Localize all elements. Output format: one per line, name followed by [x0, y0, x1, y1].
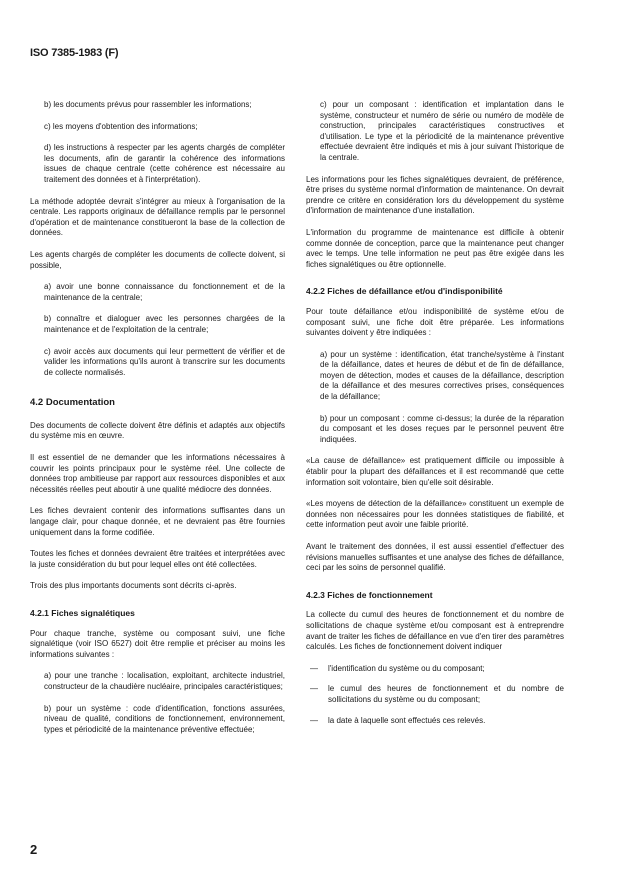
paragraph: Il est essentiel de ne demander que les informations nécessaires à couvrir les points principaux pour le système réel. Une collecte de données trop ambitieuse par rapport aux ressources disponibles et aux nécessités réelles peut aboutir à une qualité médiocre des données.: [30, 453, 285, 494]
paragraph: La méthode adoptée devrait s'intégrer au mieux à l'organisation de la centrale. Les rapports originaux de défaillance remplis par le personnel d'opération et de maintenance constitueront la base de la collection de données.: [30, 196, 285, 238]
list-item: d) les instructions à respecter par les agents chargés de compléter les documents, afin de garantir la cohérence des informations issues de chaque centrale (cette cohérence est nécessaire au traitement des données et à l'interprétation).: [44, 143, 285, 184]
dash-item-text: la date à laquelle sont effectués ces relevés.: [328, 715, 486, 725]
list-item: a) avoir une bonne connaissance du fonctionnement et de la maintenance de la centrale;: [44, 282, 285, 302]
list-item: a) pour une tranche : localisation, exploitant, architecte industriel, constructeur de la chaudière nucléaire, principales caractéristiques;: [44, 671, 285, 691]
list-item: b) pour un système : code d'identification, fonctions assurées, niveau de qualité, conditions de fonctionnement, environnement, types et périodicité de la maintenance préventive effectuée;: [44, 703, 285, 734]
dash-item-text: l'identification du système ou du composant;: [328, 663, 485, 673]
right-column: [306, 100, 564, 736]
list-item: a) pour un système : identification, état tranche/système à l'instant de la défaillance, dates et heures de début et de fin de défaillance, moyen de détection, modes et causes de la défaillance, description de la défaillance et des mesures correctives prises, conséquences de la défaillance;: [320, 349, 564, 402]
paragraph: Pour toute défaillance et/ou indisponibilité de système et/ou de composant suivi, une fiche doit être préparée. Les informations suivantes doivent y être indiquées :: [306, 306, 564, 338]
dash-mark: —: [310, 663, 318, 673]
paragraph: Toutes les fiches et données devraient être traitées et interprétées avec la juste considération du but pour lequel elles ont été collectées.: [30, 549, 285, 569]
section-heading-4-2-2: 4.2.2 Fiches de défaillance et/ou d'indisponibilité: [306, 286, 503, 297]
list-item: b) les documents prévus pour rassembler les informations;: [44, 100, 252, 109]
section-heading-4-2: 4.2 Documentation: [30, 397, 115, 409]
paragraph: Les agents chargés de compléter les documents de collecte doivent, si possible,: [30, 249, 285, 270]
dash-list-item: [306, 716, 564, 727]
page-number: 2: [30, 842, 38, 857]
dash-item-text: le cumul des heures de fonctionnement et du nombre de sollicitations du système ou du composant;: [328, 684, 564, 704]
list-item: c) avoir accès aux documents qui leur permettent de vérifier et de valider les informations qu'ils auront à transcrire sur les documents de collecte normalisés.: [44, 346, 285, 377]
dash-mark: —: [310, 684, 318, 694]
paragraph: Les informations pour les fiches signalétiques devraient, de préférence, être prises du système normal d'information de maintenance. On devrait prendre ce critère en considération lors du développement du système d'information de maintenance d'une installation.: [306, 174, 564, 216]
paragraph: Pour chaque tranche, système ou composant suivi, une fiche signalétique (voir ISO 6527) doit être remplie et préciser au moins les informations suivantes :: [30, 628, 285, 659]
paragraph: Avant le traitement des données, il est aussi essentiel d'effectuer des révisions manuelles suffisantes et une analyse des fiches de défaillance, ceci par les soins de personnel qualifié.: [306, 542, 564, 573]
paragraph: L'information du programme de maintenance est difficile à obtenir comme donnée de conception, parce que la maintenance peut changer avec le temps. Une telle information ne peut pas être exigée dans les fiches signalétiques ou être optionnelle.: [306, 227, 564, 269]
document-header: ISO 7385-1983 (F): [30, 47, 119, 59]
list-item: c) pour un composant : identification et implantation dans le système, constructeur et numéro de série ou numéro de modèle de construction, principales caractéristiques constructives et d'utilisation. Le type et la périodicité de la maintenance préventive effectuée devraient être indiqués et mis à jour suivant l'historique de la centrale.: [320, 100, 564, 162]
dash-list-item: [306, 664, 564, 675]
list-item: c) les moyens d'obtention des informations;: [44, 121, 198, 131]
section-heading-4-2-1: 4.2.1 Fiches signalétiques: [30, 608, 135, 618]
dash-list-item: [306, 684, 564, 705]
list-item: b) pour un composant : comme ci-dessus; la durée de la réparation du composant et les doses reçues par le personnel peuvent être indiquées.: [320, 413, 564, 444]
section-heading-4-2-3: 4.2.3 Fiches de fonctionnement: [306, 589, 433, 600]
paragraph: «La cause de défaillance» est pratiquement difficile ou impossible à établir pour la plupart des défaillances et il est recommandé que cette information soit volontaire, bien qu'elle soit désirable.: [306, 456, 564, 487]
paragraph: Les fiches devraient contenir des informations suffisantes dans un langage clair, pour chaque donnée, et ne devraient pas être fournies uniquement dans la forme codifiée.: [30, 506, 285, 537]
paragraph: Des documents de collecte doivent être définis et adaptés aux objectifs du système mis en œuvre.: [30, 420, 285, 441]
left-column: [30, 100, 285, 746]
paragraph: La collecte du cumul des heures de fonctionnement et du nombre de sollicitations de chaque système et/ou composant est à entreprendre avant de traiter les fiches de défaillance en vue d'en tirer des paramètres calculés. Les fiches de fonctionnement doivent indiquer: [306, 610, 564, 652]
list-item: b) connaître et dialoguer avec les personnes chargées de la maintenance et de l'exploitation de la centrale;: [44, 314, 285, 334]
paragraph: Trois des plus importants documents sont décrits ci-après.: [30, 581, 237, 591]
dash-mark: —: [310, 715, 318, 725]
paragraph: «Les moyens de détection de la défaillance» constituent un exemple de données non nécessaires pour les données statistiques de fiabilité, et cette information peut avoir une faible priorité.: [306, 499, 564, 530]
